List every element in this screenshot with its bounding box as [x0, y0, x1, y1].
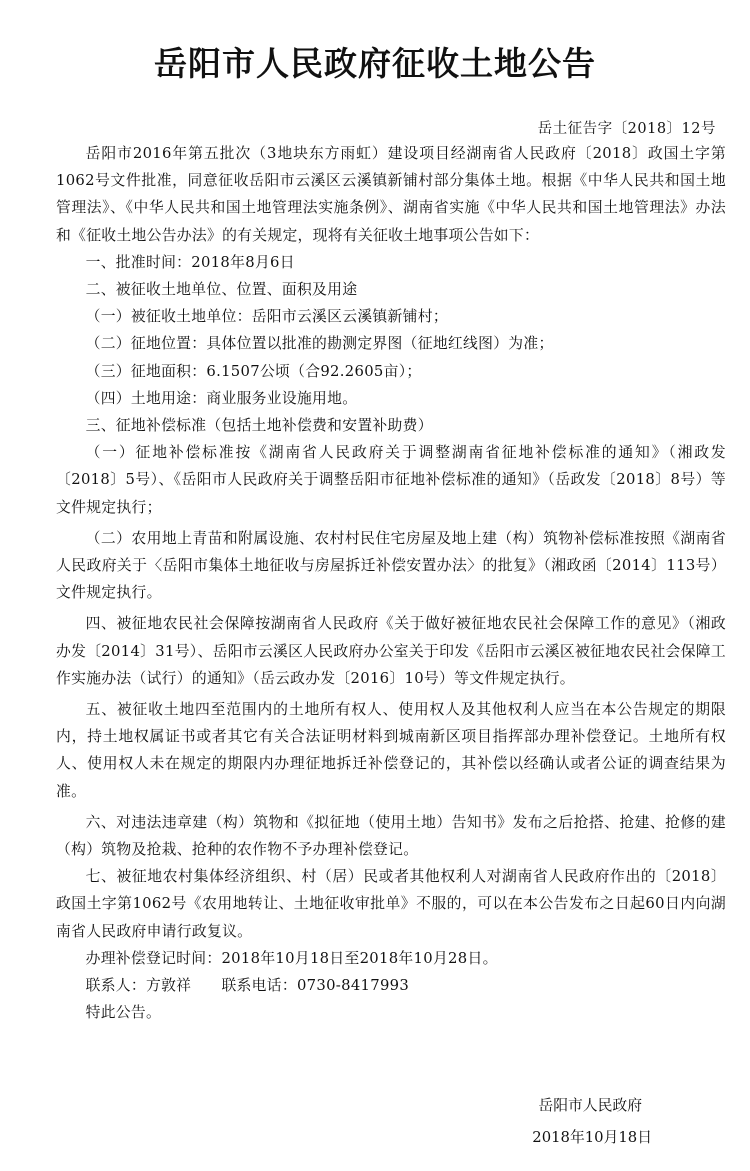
paragraph-compensation-standard-2: （二）农用地上青苗和附属设施、农村村民住宅房屋及地上建（构）筑物补偿标准按照《湖南省人民政府关于〈岳阳市集体土地征收与房屋拆迁补偿安置办法〉的批复》（湘政函〔2014〕113号）文件规定执行。 [56, 529, 726, 602]
paragraph-land-use: （四）土地用途：商业服务业设施用地。 [85, 389, 358, 407]
signature-date: 2018年10月18日 [532, 1129, 652, 1146]
paragraph-section-2-heading: 二、被征收土地单位、位置、面积及用途 [85, 281, 358, 299]
paragraph-compensation-standard-1: （一）征地补偿标准按《湖南省人民政府关于调整湖南省征地补偿标准的通知》（湘政发〔2018〕5号）、《岳阳市人民政府关于调整岳阳市征地补偿标准的通知》（岳政发〔2018〕8号）等文件规定执行； [56, 444, 726, 516]
paragraph-social-security: 四、被征地农民社会保障按湖南省人民政府《关于做好被征地农民社会保障工作的意见》（湘政办发〔2014〕31号）、岳阳市云溪区人民政府办公室关于印发《岳阳市云溪区被征地农民社会保障工作实施办法（试行）的通知》（岳云政办发〔2016〕10号）等文件规定执行。 [56, 615, 726, 687]
paragraph-intro: 岳阳市2016年第五批次（3地块东方雨虹）建设项目经湖南省人民政府〔2018〕政国土字第1062号文件批准，同意征收岳阳市云溪区云溪镇新铺村部分集体土地。根据《中华人民共和国土地管理法》、《中华人民共和国土地管理法实施条例》、湖南省实施《中华人民共和国土地管理法》办法和《征收土地公告办法》的有关规定，现将有关征收土地事项公告如下： [56, 145, 726, 244]
document-number: 岳土征告字〔2018〕12号 [537, 121, 716, 137]
paragraph-land-unit: （一）被征收土地单位：岳阳市云溪区云溪镇新铺村； [85, 308, 448, 326]
paragraph-section-3-heading: 三、征地补偿标准（包括土地补偿费和安置补助费） [85, 417, 433, 435]
paragraph-contact: 联系人：方敦祥 联系电话：0730-8417993 [85, 977, 410, 995]
paragraph-illegal-buildings: 六、对违法违章建（构）筑物和《拟征地（使用土地）告知书》发布之后抢搭、抢建、抢修的建（构）筑物及抢栽、抢种的农作物不予办理补偿登记。 [56, 813, 726, 859]
paragraph-registration-time: 办理补偿登记时间：2018年10月18日至2018年10月28日。 [85, 949, 498, 967]
paragraph-review: 七、被征地农村集体经济组织、村（居）民或者其他权利人对湖南省人民政府作出的〔2018〕政国土字第1062号《农用地转让、土地征收审批单》不服的，可以在本公告发布之日起60日内向湖南省人民政府申请行政复议。 [56, 868, 726, 940]
announcement-body [56, 140, 726, 1027]
paragraph-closing: 特此公告。 [85, 1004, 162, 1022]
paragraph-land-area: （三）征地面积：6.1507公顷（合92.2605亩）； [85, 362, 422, 380]
paragraph-registration: 五、被征收土地四至范围内的土地所有权人、使用权人及其他权利人应当在本公告规定的期限内，持土地权属证书或者其它有关合法证明材料到城南新区项目指挥部办理补偿登记。土地所有权人、使用权人未在规定的期限内办理征地拆迁补偿登记的，其补偿以经确认或者公证的调查结果为准。 [56, 701, 726, 800]
signature-organization: 岳阳市人民政府 [538, 1097, 642, 1114]
paragraph-land-location: （二）征地位置：具体位置以批准的勘测定界图（征地红线图）为准； [85, 335, 554, 353]
paragraph-approval-time: 一、批准时间：2018年8月6日 [85, 253, 295, 271]
page-title: 岳阳市人民政府征收土地公告 [154, 44, 596, 83]
